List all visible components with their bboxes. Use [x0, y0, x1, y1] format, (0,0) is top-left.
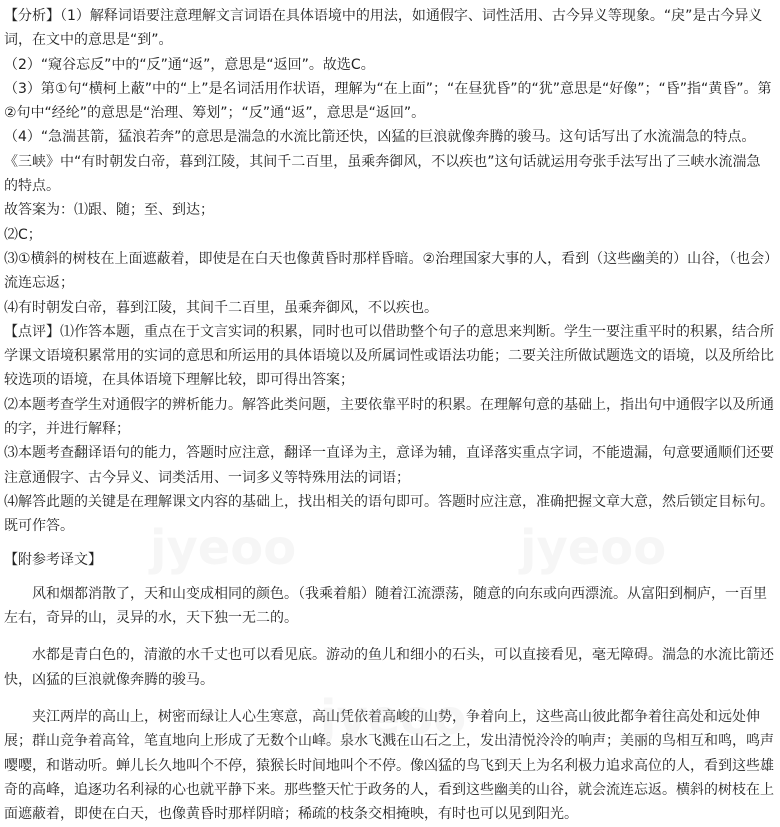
translation-heading: 【附参考译文】: [4, 551, 102, 568]
analysis-line-1: 【分析】（1）解释词语要注意理解文言词语在具体语境中的用法，如通假字、词性活用、古今异义等现象。“戾”是古今异义词，在文中的意思是“到”。: [4, 8, 763, 49]
watermark-1: jyeoo: [150, 520, 297, 576]
comment-line-1: 【点评】⑴作答本题，重点在于文言实词的积累，同时也可以借助整个句子的意思来判断。学生一要注重平时的积累，结合所学课文语境积累常用的实词的意思和所运用的具体语境以及所属词性或语法功能；二要关注所做试题选文的语境，以及所给比较选项的语境，在具体语境下理解比较，即可得出答案；: [4, 323, 774, 389]
analysis-section: [4, 4, 774, 198]
analysis-line-4: （4）“急湍甚箭，猛浪若奔”的意思是湍急的水流比箭还快，凶猛的巨浪就像奔腾的骏马。这句话写出了水流湍急的特点。《三峡》中“有时朝发白帝，暮到江陵，其间千二百里，虽乘奔御风，不以疾也”这句话就运用夸张手法写出了三峡水流湍急的特点。: [4, 129, 761, 195]
comment-line-3: ⑶本题考查翻译语句的能力，答题时应注意，翻译一直译为主，意译为辅，直译落实重点字词，不能遗漏，句意要通顺们还要注意通假字、古今异义、词类活用、一词多义等特殊用法的词语；: [4, 445, 774, 486]
analysis-line-3: （3）第①句“横柯上蔽”中的“上”是名词活用作状语，理解为“在上面”；“在昼犹昏”的“犹”意思是“好像”；“昏”指“黄昏”。第②句中“经纶”的意思是“治理、筹划”；“反”通“返”，意思是“返回”。: [4, 80, 772, 122]
heading-spacer: [4, 572, 774, 582]
answer-line-1: 故答案为：⑴跟、随；至、到达；: [4, 202, 214, 219]
answer-line-2: ⑵C；: [4, 226, 42, 243]
translation-paragraph-1: 风和烟都消散了，天和山变成相同的颜色。（我乘着船）随着江流漂荡，随意的向东或向西漂流。从富阳到桐庐，一百里左右，奇异的山，灵异的水，天下独一无二的。: [4, 585, 767, 627]
translation-section: [4, 548, 774, 827]
watermark-3: jyeoo: [320, 690, 467, 746]
section-spacer: [4, 539, 774, 548]
watermark-2: jyeoo: [520, 520, 667, 576]
answer-section: [4, 198, 774, 319]
translation-paragraph-3: 夹江两岸的高山上，树密而绿让人心生寒意，高山凭依着高峻的山势，争着向上，这些高山彼此都争着往高处和远处伸展；群山竞争着高耸，笔直地向上形成了无数个山峰。泉水飞溅在山石之上，发出清悦泠泠的响声；美丽的鸟相互和鸣，鸣声嘤嘤，和谐动听。蝉儿长久地叫个不停，猿猴长时间地叫个不停。像凶猛的鸟飞到天上为名利极力追求高位的人，看到这些雄奇的高峰，追逐功名利禄的心也就平静下来。那些整天忙于政务的人，看到这些幽美的山谷，就会流连忘返。横斜的树枝在上面遮蔽着，即使在白天，也像黄昏时那样阴暗；稀疏的枝条交相掩映，有时也可以见到阳光。: [4, 709, 774, 823]
answer-line-3: ⑶①横斜的树枝在上面遮蔽着，即使是在白天也像黄昏时那样昏暗。②治理国家大事的人，看到（这些幽美的）山谷，（也会）流连忘返；: [4, 250, 772, 292]
answer-line-4: ⑷有时朝发白帝，暮到江陵，其间千二百里，虽乘奔御风，不以疾也。: [4, 299, 438, 316]
comment-section: [4, 320, 774, 539]
comment-line-4: ⑷解答此题的关键是在理解课文内容的基础上，找出相关的语句即可。答题时应注意，准确把握文章大意，然后锁定目标句。既可作答。: [4, 493, 774, 535]
comment-line-2: ⑵本题考查学生对通假字的辨析能力。解答此类问题，主要依靠平时的积累。在理解句意的基础上，指出句中通假字以及所通的字，并进行解释；: [4, 396, 774, 438]
translation-paragraph-2: 水都是青白色的，清澈的水千丈也可以看见底。游动的鱼儿和细小的石头，可以直接看见，毫无障碍。湍急的水流比箭还快，凶猛的巨浪就像奔腾的骏马。: [4, 647, 774, 688]
analysis-line-2: （2）“窥谷忘反”中的“反”通“返”，意思是“返回”。故选C。: [4, 56, 375, 73]
